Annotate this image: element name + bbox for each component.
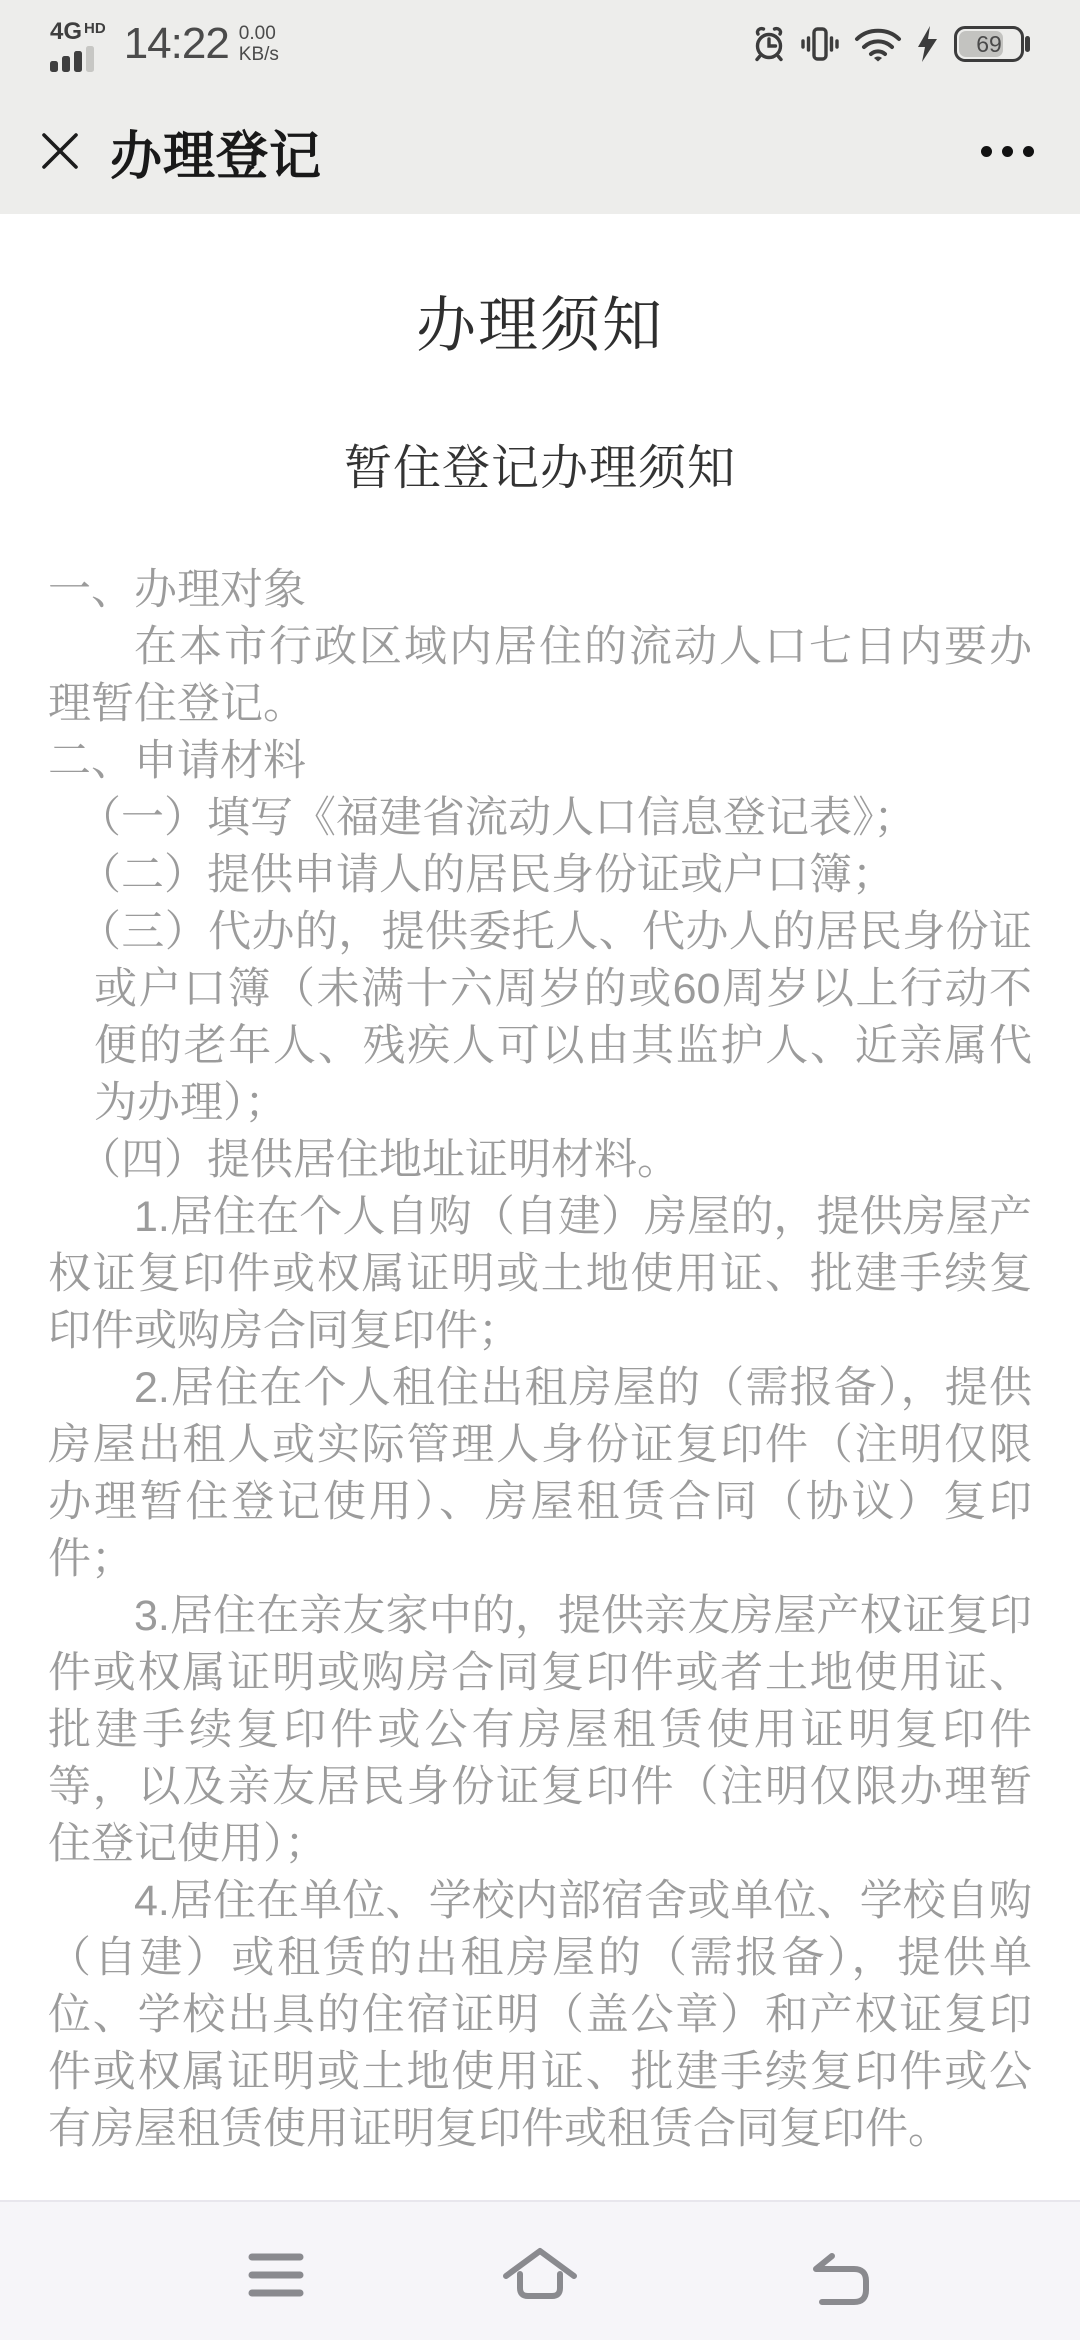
notice-paragraph: 在本市行政区域内居住的流动人口七日内要办理暂住登记。: [48, 623, 1032, 728]
page-subtitle: 暂住登记办理须知: [343, 442, 736, 495]
network-type-indicator: [50, 18, 106, 72]
battery-nub: [1025, 36, 1030, 52]
notice-paragraph: 2.居住在个人租住出租房屋的（需报备），提供房屋出租人或实际管理人身份证复印件（注明仅限办理暂住登记使用）、房屋租赁合同（协议）复印件；: [48, 1364, 1032, 1583]
notice-paragraph: 一、办理对象: [48, 566, 306, 614]
notice-paragraph: 二、申请材料: [48, 737, 306, 785]
vibrate-icon: [800, 25, 840, 63]
wifi-icon: [854, 26, 902, 62]
notice-paragraph: （三）代办的，提供委托人、代办人的居民身份证或户口簿（未满十六周岁的或60周岁以上行动不便的老年人、残疾人可以由其监护人、近亲属代为办理）；: [78, 908, 1032, 1127]
status-time: 14:22: [123, 19, 229, 68]
battery-icon: [954, 26, 1024, 62]
network-speed-unit: KB/s: [238, 44, 279, 65]
home-icon: [500, 2244, 580, 2300]
menu-button[interactable]: [248, 2252, 304, 2298]
more-menu-icon[interactable]: [971, 146, 1034, 157]
status-bar: [0, 0, 1080, 88]
network-type-label: 4G $^{HD}$: [50, 18, 106, 45]
navigation-bar: [0, 88, 1080, 214]
close-icon[interactable]: [40, 131, 80, 171]
notice-paragraph: 3.居住在亲友家中的，提供亲友房屋产权证复印件或权属证明或购房合同复印件或者土地使用证、批建手续复印件或公有房屋租赁使用证明复印件等，以及亲友居民身份证复印件（注明仅限办理暂住登记使用）；: [48, 1592, 1032, 1868]
page-title: 办理须知: [416, 292, 664, 359]
network-speed: [239, 23, 279, 65]
page-nav-title: 办理登记: [110, 127, 323, 186]
notice-paragraph: （二）提供申请人的居民身份证或户口簿；: [78, 851, 895, 899]
bottom-nav-bar: [0, 2200, 1080, 2340]
notice-paragraph: 4.居住在单位、学校内部宿舍或单位、学校自购（自建）或租赁的出租房屋的（需报备），提供单位、学校出具的住宿证明（盖公章）和产权证复印件或权属证明或土地使用证、批建手续复印件或公有房屋租赁使用证明复印件或租赁合同复印件。: [48, 1877, 1032, 2153]
charging-bolt-icon: [916, 26, 940, 62]
battery-percent: 69: [976, 30, 1002, 57]
notice-paragraph: （一）填写《福建省流动人口信息登记表》；: [78, 794, 917, 842]
network-speed-value: 0.00: [238, 23, 276, 44]
menu-icon: [248, 2252, 304, 2298]
notice-paragraph: （四）提供居住地址证明材料。: [78, 1136, 680, 1184]
page-content: [0, 214, 1080, 2200]
back-button[interactable]: [806, 2252, 876, 2306]
notice-paragraph: 1.居住在个人自购（自建）房屋的，提供房屋产权证复印件或权属证明或土地使用证、批建手续复印件或购房合同复印件；: [48, 1193, 1032, 1355]
back-icon: [806, 2252, 876, 2306]
status-icons: [738, 25, 1024, 63]
alarm-clock-icon: [752, 26, 786, 62]
notice-body: [48, 562, 1032, 2158]
home-button[interactable]: [500, 2244, 580, 2300]
signal-strength-icon: [50, 45, 98, 72]
